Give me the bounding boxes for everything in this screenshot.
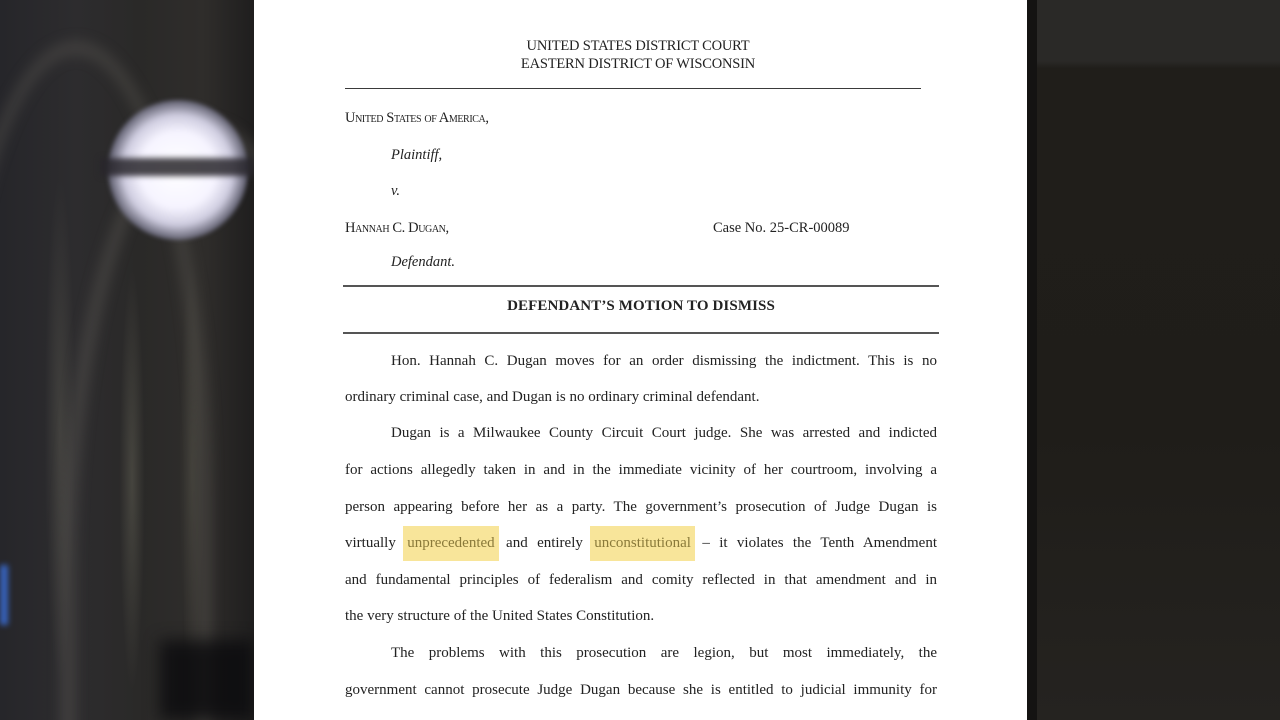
case-number: Case No. 25-CR-00089 bbox=[713, 220, 850, 236]
body-line: and fundamental principles of federalism and comity reflected in that amendment and in bbox=[345, 572, 937, 588]
text-segment: and entirely bbox=[506, 535, 583, 551]
body-line: government cannot prosecute Judge Dugan because she is entitled to judicial immunity for bbox=[345, 682, 937, 698]
text-segment: – it violates the Tenth Amendment bbox=[702, 535, 937, 551]
blurred-background-left bbox=[0, 0, 254, 720]
plaintiff-name: United States of America, bbox=[345, 110, 489, 126]
body-line: ordinary criminal case, and Dugan is no ordinary criminal defendant. bbox=[345, 389, 760, 405]
highlight-unconstitutional: unconstitutional bbox=[590, 526, 695, 561]
highlight-unprecedented: unprecedented bbox=[403, 526, 498, 561]
defendant-name: Hannah C. Dugan, bbox=[345, 220, 449, 236]
title-rule-top bbox=[343, 285, 939, 287]
text-segment: virtually bbox=[345, 535, 396, 551]
versus: v. bbox=[391, 183, 400, 199]
plaintiff-role: Plaintiff, bbox=[391, 147, 443, 163]
blurred-background-right bbox=[1027, 0, 1280, 720]
defendant-role: Defendant. bbox=[391, 254, 456, 270]
blue-light bbox=[0, 565, 8, 625]
header-rule bbox=[345, 88, 921, 89]
body-line: for actions allegedly taken in and in the immediate vicinity of her courtroom, involving a bbox=[345, 462, 937, 478]
court-header bbox=[254, 37, 1022, 73]
court-district: EASTERN DISTRICT OF WISCONSIN bbox=[520, 56, 756, 72]
document-page bbox=[254, 0, 1027, 720]
body-line: person appearing before her as a party. The government’s prosecution of Judge Dugan is bbox=[345, 499, 937, 515]
page-shadow-edge bbox=[1027, 0, 1037, 720]
court-name: UNITED STATES DISTRICT COURT bbox=[526, 38, 750, 54]
title-rule-bottom bbox=[343, 332, 939, 334]
motion-title: DEFENDANT’S MOTION TO DISMISS bbox=[507, 298, 775, 314]
body-line: the very structure of the United States Constitution. bbox=[345, 608, 655, 624]
body-line: Dugan is a Milwaukee County Circuit Court judge. She was arrested and indicted bbox=[391, 425, 937, 441]
background-shadow bbox=[160, 640, 254, 720]
body-line: The problems with this prosecution are legion, but most immediately, the bbox=[391, 645, 937, 661]
lamp-band bbox=[100, 158, 254, 176]
body-line: Hon. Hannah C. Dugan moves for an order dismissing the indictment. This is no bbox=[391, 353, 937, 369]
body-line-highlighted bbox=[345, 533, 937, 553]
